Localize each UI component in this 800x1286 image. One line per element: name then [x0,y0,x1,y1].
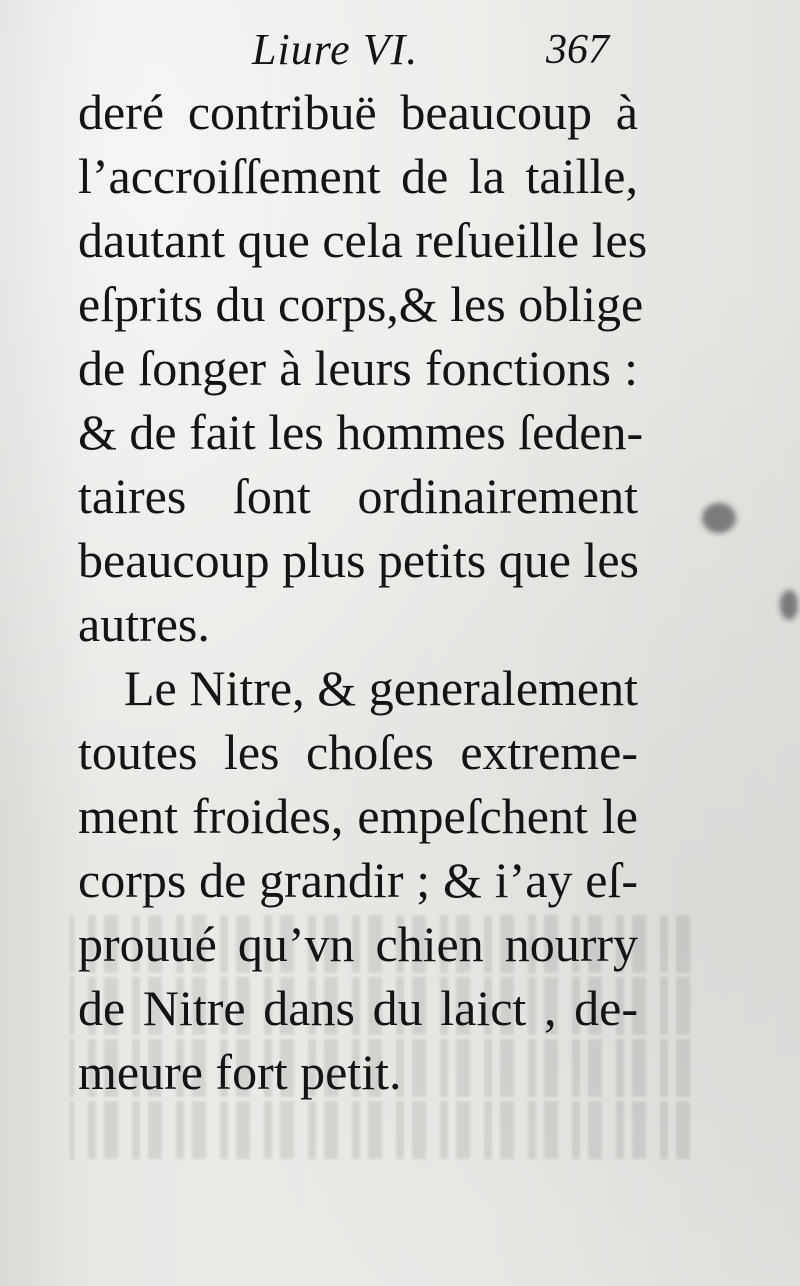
text-line: prouué qu’vn chien nourry [78,916,638,972]
text-line: taires ſont ordinairement [78,468,638,524]
text-line: corps de grandir ; & i’ay eſ- [78,852,638,908]
text-line: dautant que cela reſueille les [78,212,648,268]
text-line: beaucoup plus petits que les [78,532,639,588]
text-line: ment froides, empeſchent le [78,788,638,844]
text-line: de Nitre dans du laict , de- [78,980,638,1036]
text-line: & de fait les hommes ſeden- [78,404,644,460]
text-line: toutes les choſes extreme- [78,724,638,780]
text-line: deré contribuë beaucoup à [78,84,638,140]
text-line: Le Nitre, & generalement [124,660,638,716]
text-line: eſprits du corps,& les oblige [78,276,644,332]
text-line: de ſonger à leurs fonctions : [78,340,638,396]
text-line: l’accroiſſement de la taille, [78,148,638,204]
text-line: meure fort petit. [78,1044,402,1100]
page-header [0,18,800,82]
running-head: Liure VI. [252,25,419,74]
ink-spot [702,503,736,533]
page-number: 367 [546,27,609,73]
body-text [78,80,648,1104]
text-line: autres. [78,596,210,652]
ink-spot [780,590,798,620]
